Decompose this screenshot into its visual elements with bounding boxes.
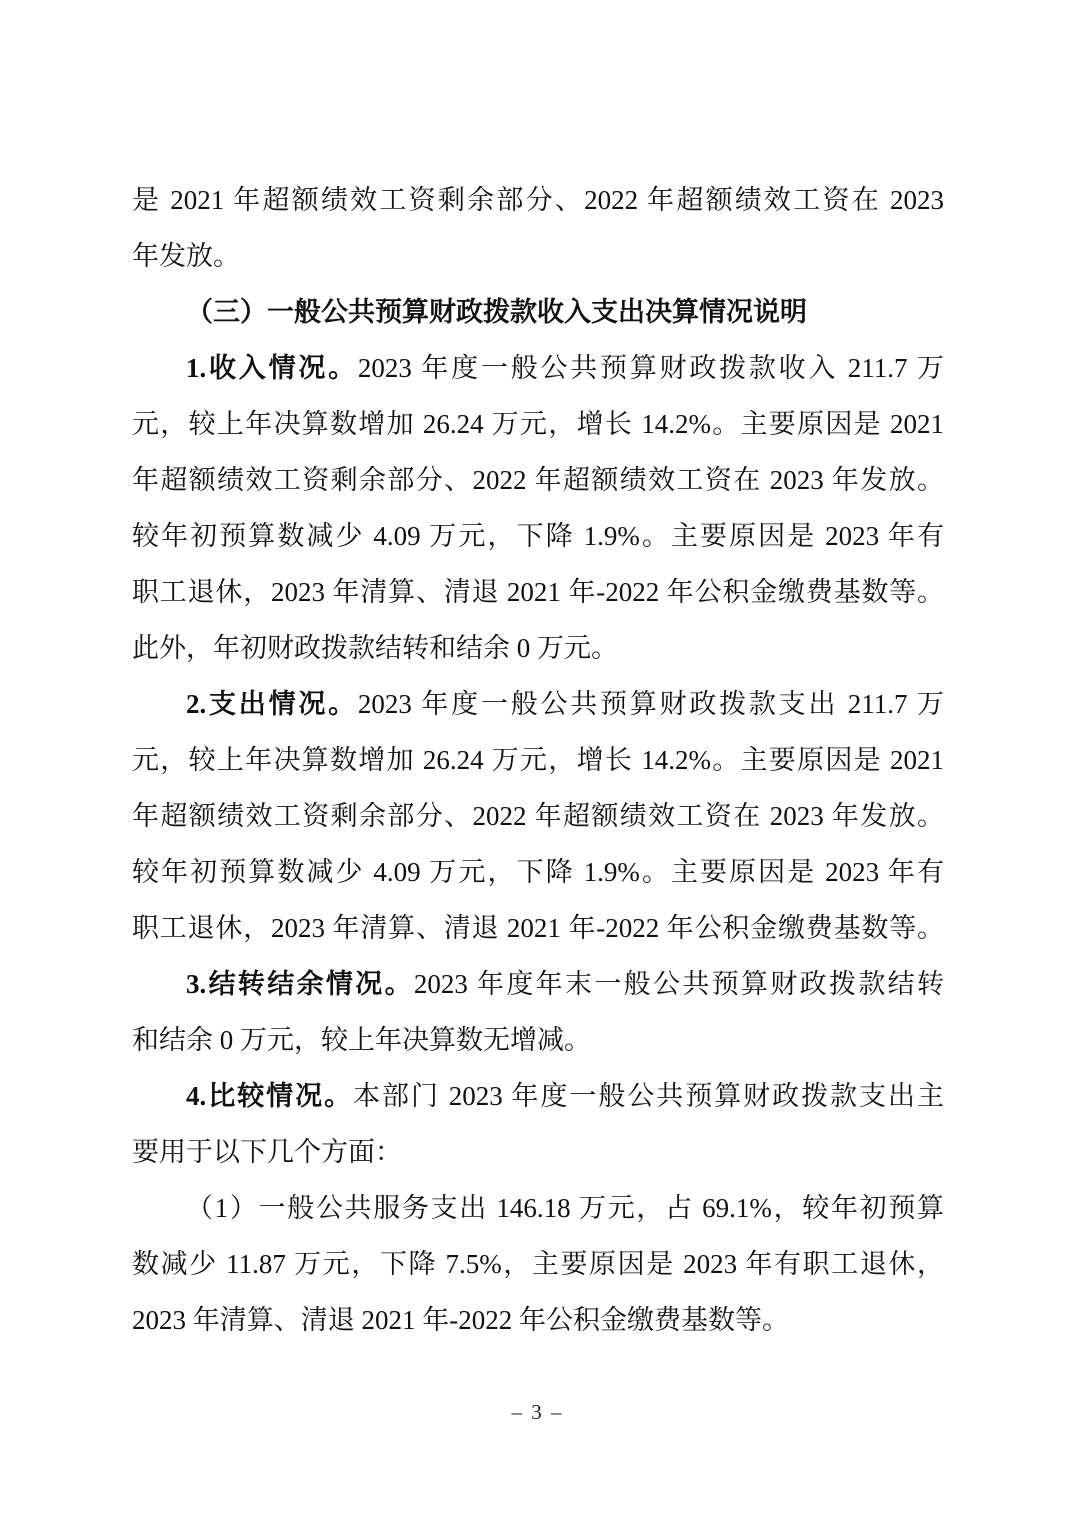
text-line [132,340,944,396]
text-line [132,172,944,228]
text-segment: 2023 年度年末一般公共预算财政拨款结转 [413,969,945,999]
text-segment: 元，较上年决算数增加 26.24 万元，增长 14.2%。主要原因是 2021 [132,745,944,775]
text-line [132,452,944,508]
text-line [132,1292,944,1348]
text-line [132,396,944,452]
text-line [132,228,944,284]
text-segment: 数减少 11.87 万元，下降 7.5%，主要原因是 2023 年有职工退休， [132,1249,944,1279]
text-segment: 和结余 0 万元，较上年决算数无增减。 [132,1025,591,1055]
text-line [132,508,944,564]
text-line [132,1012,944,1068]
text-segment: 年发放。 [132,241,240,271]
text-line [132,1124,944,1180]
text-segment: （1）一般公共服务支出 146.18 万元，占 69.1%，较年初预算 [186,1193,944,1223]
text-segment: 2023 年度一般公共预算财政拨款支出 211.7 万 [357,689,945,719]
run-in-heading: 3.结转结余情况。 [186,969,414,999]
document-body [132,172,944,1348]
text-line [132,284,944,340]
text-line [132,1068,944,1124]
text-segment: 年超额绩效工资剩余部分、2022 年超额绩效工资在 2023 年发放。 [132,801,944,831]
text-segment: 2023 年清算、清退 2021 年-2022 年公积金缴费基数等。 [132,1305,789,1335]
text-segment: 要用于以下几个方面： [132,1137,402,1167]
text-line [132,620,944,676]
text-line [132,956,944,1012]
text-segment: 职工退休，2023 年清算、清退 2021 年-2022 年公积金缴费基数等。 [132,577,944,607]
run-in-heading: （三）一般公共预算财政拨款收入支出决算情况说明 [186,297,807,327]
text-segment: 本部门 2023 年度一般公共预算财政拨款支出主 [353,1081,945,1111]
text-line [132,788,944,844]
text-line [132,900,944,956]
page-number: – 3 – [511,1400,564,1424]
text-line [132,844,944,900]
text-segment: 是 2021 年超额绩效工资剩余部分、2022 年超额绩效工资在 2023 [132,185,944,215]
text-segment: 较年初预算数减少 4.09 万元，下降 1.9%。主要原因是 2023 年有 [132,521,944,551]
run-in-heading: 1.收入情况。 [186,353,358,383]
text-line [132,1180,944,1236]
text-segment: 年超额绩效工资剩余部分、2022 年超额绩效工资在 2023 年发放。 [132,465,944,495]
text-segment: 此外，年初财政拨款结转和结余 0 万元。 [132,633,618,663]
run-in-heading: 2.支出情况。 [186,689,358,719]
text-segment: 较年初预算数减少 4.09 万元，下降 1.9%。主要原因是 2023 年有 [132,857,944,887]
text-line [132,732,944,788]
text-line [132,676,944,732]
text-line [132,1236,944,1292]
text-segment: 元，较上年决算数增加 26.24 万元，增长 14.2%。主要原因是 2021 [132,409,944,439]
text-segment: 职工退休，2023 年清算、清退 2021 年-2022 年公积金缴费基数等。 [132,913,944,943]
text-line [132,564,944,620]
run-in-heading: 4.比较情况。 [186,1081,354,1111]
text-segment: 2023 年度一般公共预算财政拨款收入 211.7 万 [357,353,945,383]
